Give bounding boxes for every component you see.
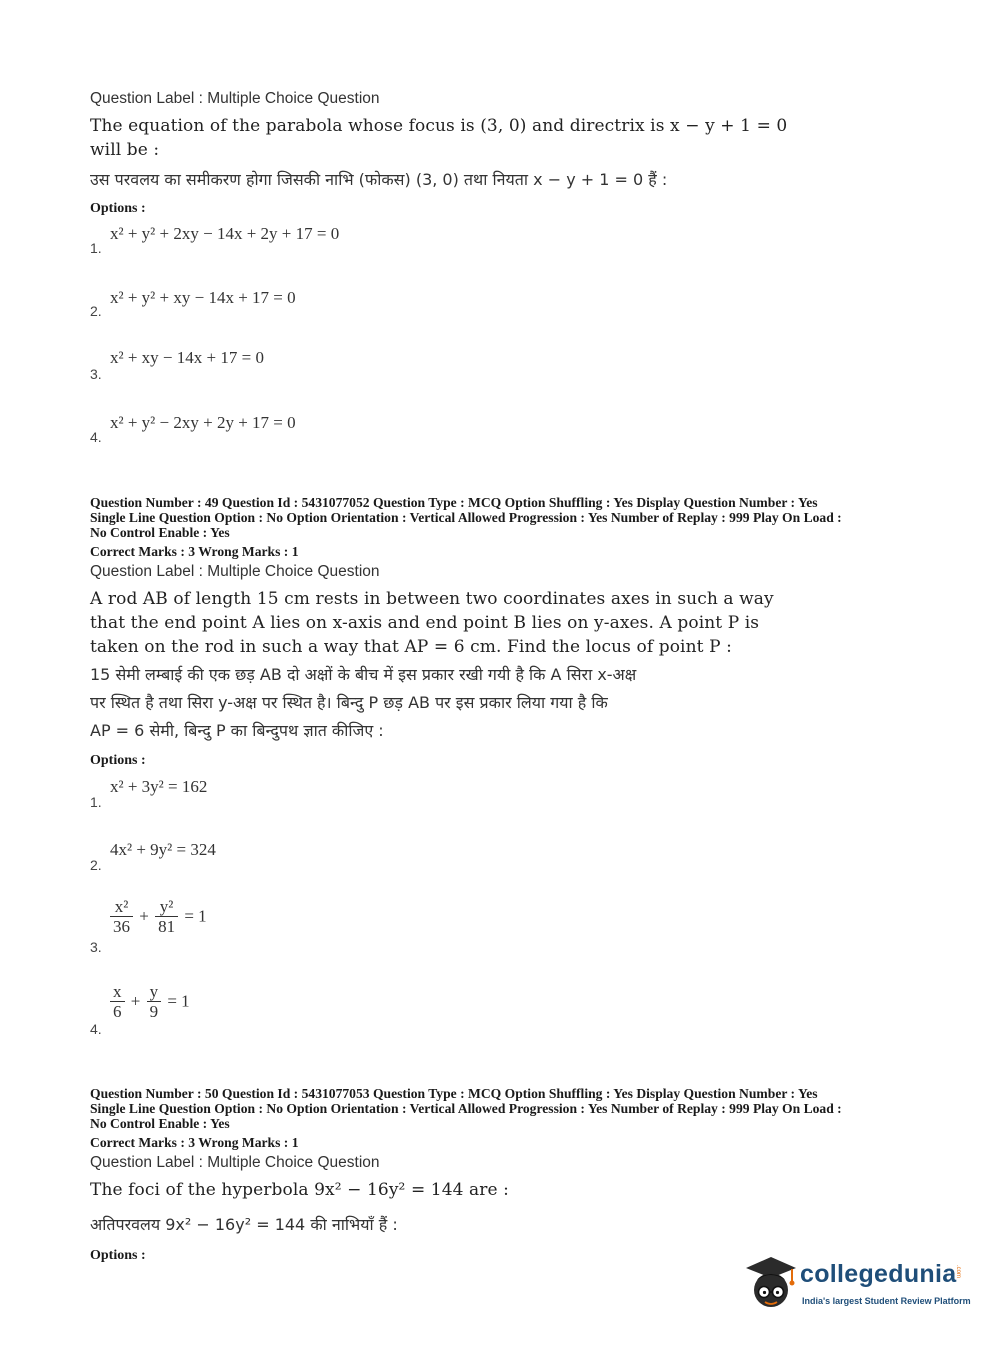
- q49-option-4-fraction-y: $\frac{y}{9}$: [147, 983, 162, 1022]
- q48-option-1-number: 1.: [90, 240, 102, 256]
- q49-option-2: 4x² + 9y² = 324: [110, 840, 216, 859]
- q49-text-hi-line2: पर स्थित है तथा सिरा y-अक्ष पर स्थित है। बिन्दु P छड़ AB पर इस प्रकार लिया गया है कि: [90, 693, 608, 712]
- q50-meta-line1: Question Number : 50 Question Id : 5431077053 Question Type : MCQ Option Shuffling : Yes Display Question Number : Yes: [90, 1086, 818, 1101]
- logo-tagline: India's largest Student Review Platform: [802, 1296, 971, 1306]
- q49-meta-line1: Question Number : 49 Question Id : 5431077052 Question Type : MCQ Option Shuffling : Yes Display Question Number : Yes: [90, 495, 818, 510]
- q48-options-label: Options :: [90, 201, 146, 216]
- q49-option-2-number: 2.: [90, 857, 102, 873]
- q49-text-en-line1: A rod AB of length 15 cm rests in between two coordinates axes in such a way: [90, 589, 774, 609]
- logo-domain-suffix: .com: [955, 1265, 961, 1279]
- q49-option-3: [108, 898, 207, 937]
- q49-option-3-number: 3.: [90, 939, 102, 955]
- q49-option-4: [108, 983, 190, 1022]
- plus-sign: +: [130, 991, 141, 1011]
- q48-option-1: x² + y² + 2xy − 14x + 2y + 17 = 0: [110, 224, 340, 243]
- q50-label: Question Label : Multiple Choice Question: [90, 1154, 380, 1171]
- q50-text-hi: अतिपरवलय 9x² − 16y² = 144 की नाभियाँ हैं :: [90, 1215, 398, 1234]
- q49-text-hi-line3: AP = 6 सेमी, बिन्दु P का बिन्दुपथ ज्ञात कीजिए :: [90, 721, 384, 740]
- q50-meta-line3: No Control Enable : Yes: [90, 1116, 230, 1131]
- q49-option-4-fraction-x: $\frac{x}{6}$: [110, 983, 125, 1022]
- q49-text-hi-line1: 15 सेमी लम्बाई की एक छड़ AB दो अक्षों के बीच में इस प्रकार रखी गयी है कि A सिरा x-अक्ष: [90, 665, 637, 684]
- q50-meta-line2: Single Line Question Option : No Option Orientation : Vertical Allowed Progression : Yes Number of Replay : 999 Play On Load :: [90, 1101, 842, 1116]
- q49-option-3-fraction-y: $\frac{\text{y²}}{81}$: [155, 898, 178, 937]
- q49-meta-line2: Single Line Question Option : No Option Orientation : Vertical Allowed Progression : Yes Number of Replay : 999 Play On Load :: [90, 510, 842, 525]
- q50-marks: Correct Marks : 3 Wrong Marks : 1: [90, 1135, 299, 1150]
- q49-label: Question Label : Multiple Choice Question: [90, 563, 380, 580]
- q49-marks: Correct Marks : 3 Wrong Marks : 1: [90, 544, 299, 559]
- q48-label: Question Label : Multiple Choice Question: [90, 90, 380, 107]
- q48-option-2: x² + y² + xy − 14x + 17 = 0: [110, 288, 296, 307]
- q50-options-label: Options :: [90, 1248, 146, 1263]
- q49-option-1-number: 1.: [90, 794, 102, 810]
- q48-text-en-line1: The equation of the parabola whose focus is (3, 0) and directrix is x − y + 1 = 0: [90, 116, 788, 136]
- q49-text-en-line3: taken on the rod in such a way that AP = 6 cm. Find the locus of point P :: [90, 637, 732, 657]
- q48-option-3-number: 3.: [90, 366, 102, 382]
- q49-options-label: Options :: [90, 753, 146, 768]
- graduate-mascot-icon: [742, 1252, 800, 1314]
- q49-option-1: x² + 3y² = 162: [110, 777, 208, 796]
- q49-meta-line3: No Control Enable : Yes: [90, 525, 230, 540]
- q49-option-4-number: 4.: [90, 1021, 102, 1037]
- q48-option-3: x² + xy − 14x + 17 = 0: [110, 348, 264, 367]
- q48-option-4-number: 4.: [90, 429, 102, 445]
- q48-text-hi: उस परवलय का समीकरण होगा जिसकी नाभि (फोकस) (3, 0) तथा नियता x − y + 1 = 0 हैं :: [90, 170, 668, 189]
- q48-text-en-line2: will be :: [90, 140, 160, 160]
- q49-option-4-rhs: = 1: [167, 991, 190, 1011]
- q49-option-3-rhs: = 1: [184, 906, 207, 926]
- plus-sign: +: [139, 906, 149, 926]
- collegedunia-logo: [742, 1252, 972, 1314]
- q50-text-en: The foci of the hyperbola 9x² − 16y² = 144 are :: [90, 1180, 510, 1200]
- logo-wordmark: collegedunia: [800, 1260, 957, 1288]
- q48-option-4: x² + y² − 2xy + 2y + 17 = 0: [110, 413, 296, 432]
- q48-option-2-number: 2.: [90, 303, 102, 319]
- q49-option-3-fraction-x: $\frac{\text{x²}}{36}$: [110, 898, 133, 937]
- q49-text-en-line2: that the end point A lies on x-axis and end point B lies on y-axes. A point P is: [90, 613, 760, 633]
